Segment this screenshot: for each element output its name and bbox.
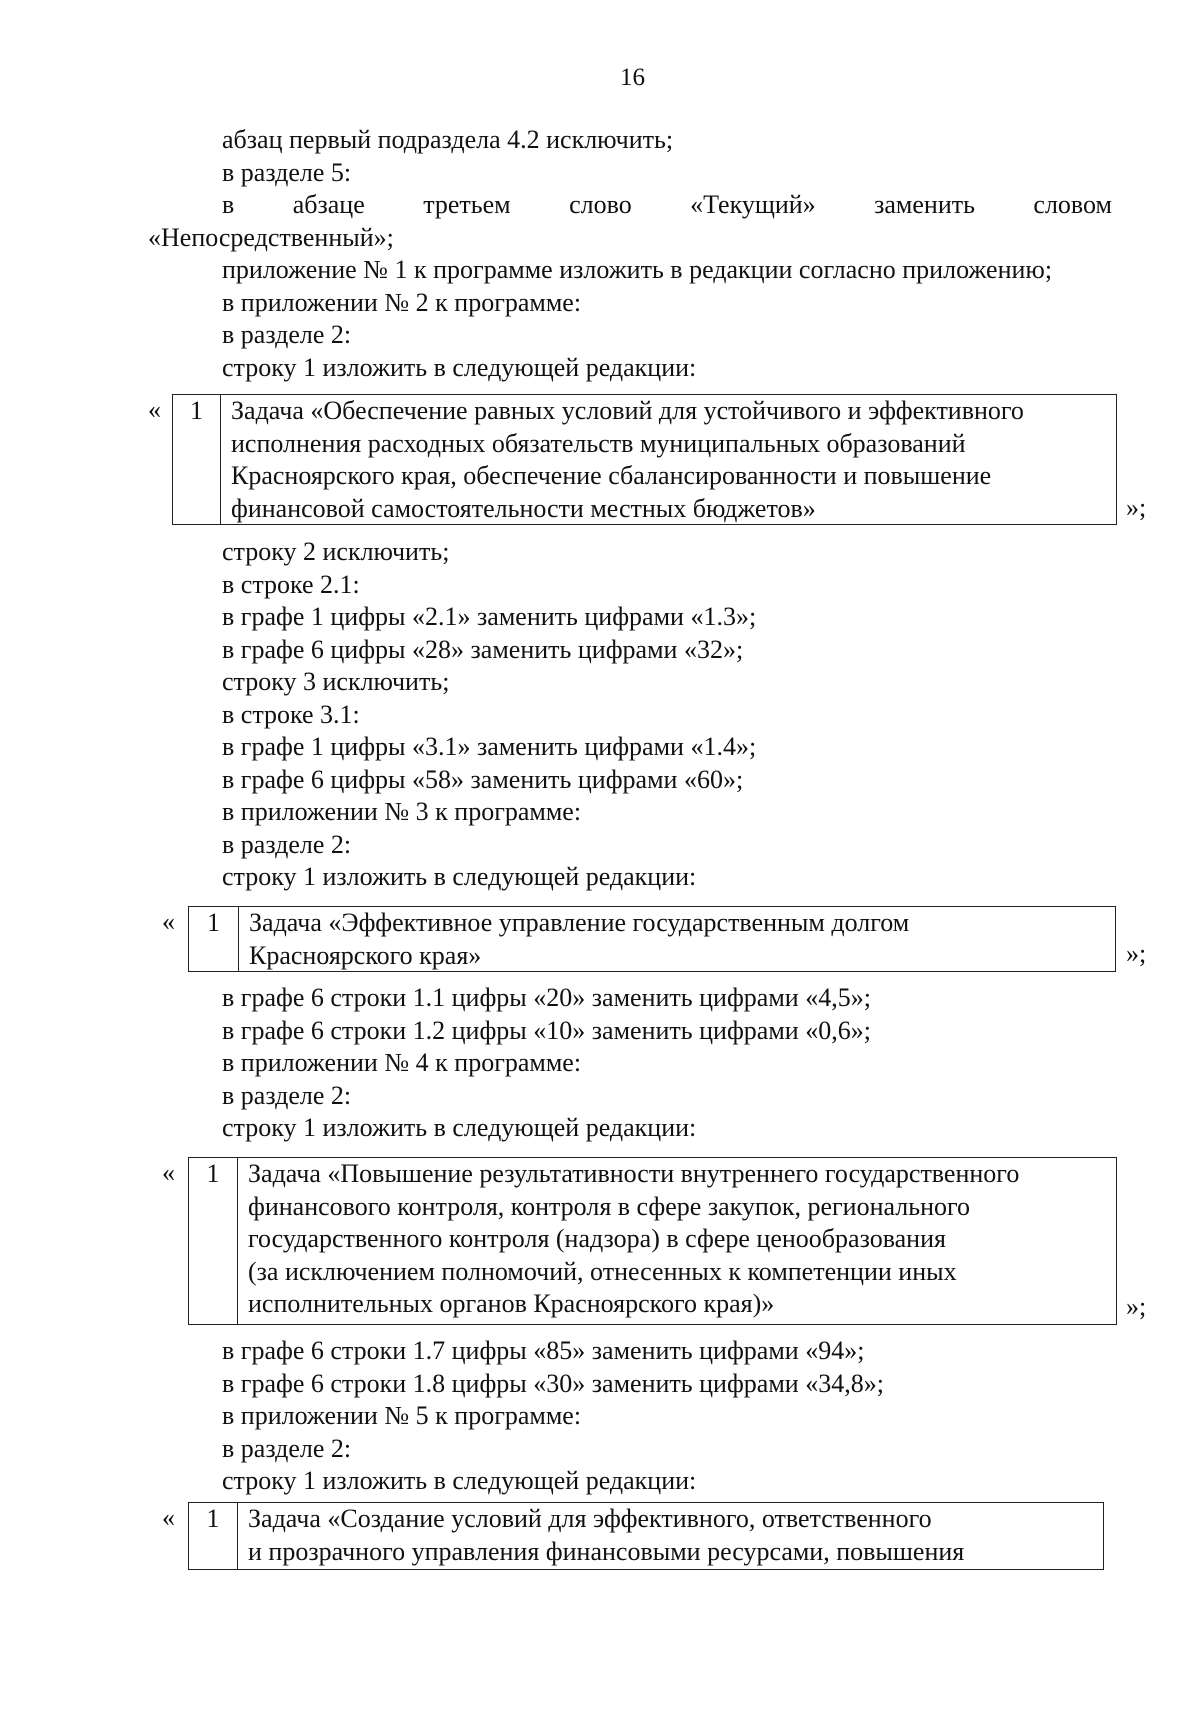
- paragraph-line: в графе 6 цифры «58» заменить цифрами «60»;: [222, 764, 744, 794]
- paragraph-line: в приложении № 4 к программе:: [222, 1048, 582, 1077]
- row-number-cell: 1: [189, 1503, 238, 1569]
- paragraph-line: строку 1 изложить в следующей редакции:: [222, 862, 697, 891]
- paragraph-line: в разделе 2:: [222, 829, 352, 859]
- row-number-cell: 1: [189, 1158, 238, 1324]
- paragraph-line: в разделе 2:: [222, 1433, 352, 1463]
- paragraph-line: в графе 6 строки 1.7 цифры «85» заменить цифрами «94»;: [222, 1336, 865, 1365]
- paragraph-line: в разделе 2:: [222, 320, 352, 349]
- word: слово: [569, 190, 632, 219]
- table-row-box: [188, 1157, 1117, 1325]
- paragraph-line: в графе 6 строки 1.2 цифры «10» заменить цифрами «0,6»;: [222, 1015, 871, 1045]
- closing-quote: »;: [1126, 1292, 1147, 1321]
- cell-line: Задача «Создание условий для эффективного, ответственного: [248, 1504, 932, 1533]
- row-text-cell: [238, 1158, 1027, 1324]
- word: третьем: [423, 190, 511, 219]
- text-block-1: [0, 124, 1200, 384]
- table-row-box: [188, 906, 1116, 972]
- paragraph-line: строку 2 исключить;: [222, 537, 450, 566]
- paragraph-line: в разделе 2:: [222, 1080, 352, 1110]
- paragraph-line: в графе 1 цифры «3.1» заменить цифрами «1.4»;: [222, 732, 757, 761]
- table-row-box: [172, 394, 1117, 525]
- opening-quote: «: [162, 907, 175, 936]
- paragraph-line: в графе 6 цифры «28» заменить цифрами «32»;: [222, 634, 744, 664]
- opening-quote: «: [162, 1158, 175, 1187]
- paragraph-line: в приложении № 5 к программе:: [222, 1401, 582, 1430]
- justified-line: [0, 189, 1112, 222]
- text-block-3: [0, 982, 1200, 1145]
- cell-line: (за исключением полномочий, отнесенных к компетенции иных: [248, 1256, 957, 1286]
- cell-line: финансового контроля, контроля в сфере закупок, регионального: [248, 1191, 971, 1221]
- paragraph-line: в приложении № 3 к программе:: [222, 797, 582, 826]
- word: в: [222, 190, 235, 219]
- cell-line: Красноярского края, обеспечение сбалансированности и повышение: [231, 461, 992, 490]
- cell-line: исполнения расходных обязательств муниципальных образований: [231, 428, 966, 458]
- opening-quote: «: [162, 1503, 175, 1532]
- row-text-cell: [238, 1503, 972, 1569]
- word: абзаце: [292, 190, 365, 219]
- row-text-cell: [239, 907, 917, 971]
- table-row-box: [188, 1502, 1104, 1570]
- cell-line: и прозрачного управления финансовыми ресурсами, повышения: [248, 1536, 965, 1566]
- cell-line: Задача «Эффективное управление государственным долгом: [249, 908, 910, 937]
- paragraph-line: строку 3 исключить;: [222, 667, 450, 696]
- paragraph-line: в разделе 5:: [222, 157, 352, 187]
- page-number: 16: [620, 64, 645, 91]
- word: «Текущий»: [690, 190, 816, 219]
- paragraph-line: в строке 2.1:: [222, 569, 360, 599]
- cell-line: исполнительных органов Красноярского края)»: [248, 1289, 775, 1318]
- paragraph-line: «Непосредственный»;: [148, 222, 394, 252]
- paragraph-line: в строке 3.1:: [222, 699, 360, 729]
- cell-line: Красноярского края»: [249, 940, 482, 970]
- row-text-cell: [221, 395, 1032, 524]
- paragraph-line: абзац первый подраздела 4.2 исключить;: [222, 125, 674, 154]
- paragraph-line: в приложении № 2 к программе:: [222, 287, 582, 317]
- paragraph-line: строку 1 изложить в следующей редакции:: [222, 1466, 697, 1495]
- paragraph-line: в графе 1 цифры «2.1» заменить цифрами «1.3»;: [222, 602, 757, 631]
- paragraph-line: в графе 6 строки 1.8 цифры «30» заменить цифрами «34,8»;: [222, 1368, 884, 1398]
- cell-line: Задача «Повышение результативности внутреннего государственного: [248, 1159, 1020, 1188]
- cell-line: государственного контроля (надзора) в сфере ценообразования: [248, 1224, 946, 1253]
- text-block-4: [0, 1335, 1200, 1498]
- paragraph-line: приложение № 1 к программе изложить в редакции согласно приложению;: [222, 255, 1053, 284]
- paragraph-line: в графе 6 строки 1.1 цифры «20» заменить цифрами «4,5»;: [222, 983, 871, 1012]
- word: заменить: [874, 190, 975, 219]
- closing-quote: »;: [1126, 939, 1147, 968]
- paragraph-line: строку 1 изложить в следующей редакции:: [222, 352, 697, 382]
- paragraph-line: строку 1 изложить в следующей редакции:: [222, 1113, 697, 1142]
- word: словом: [1033, 190, 1112, 219]
- closing-quote: »;: [1126, 493, 1147, 522]
- row-number-cell: 1: [189, 907, 239, 971]
- cell-line: Задача «Обеспечение равных условий для устойчивого и эффективного: [231, 396, 1024, 425]
- text-block-2: [0, 536, 1200, 894]
- row-number-cell: 1: [173, 395, 221, 524]
- opening-quote: «: [148, 395, 161, 424]
- cell-line: финансовой самостоятельности местных бюджетов»: [231, 493, 816, 523]
